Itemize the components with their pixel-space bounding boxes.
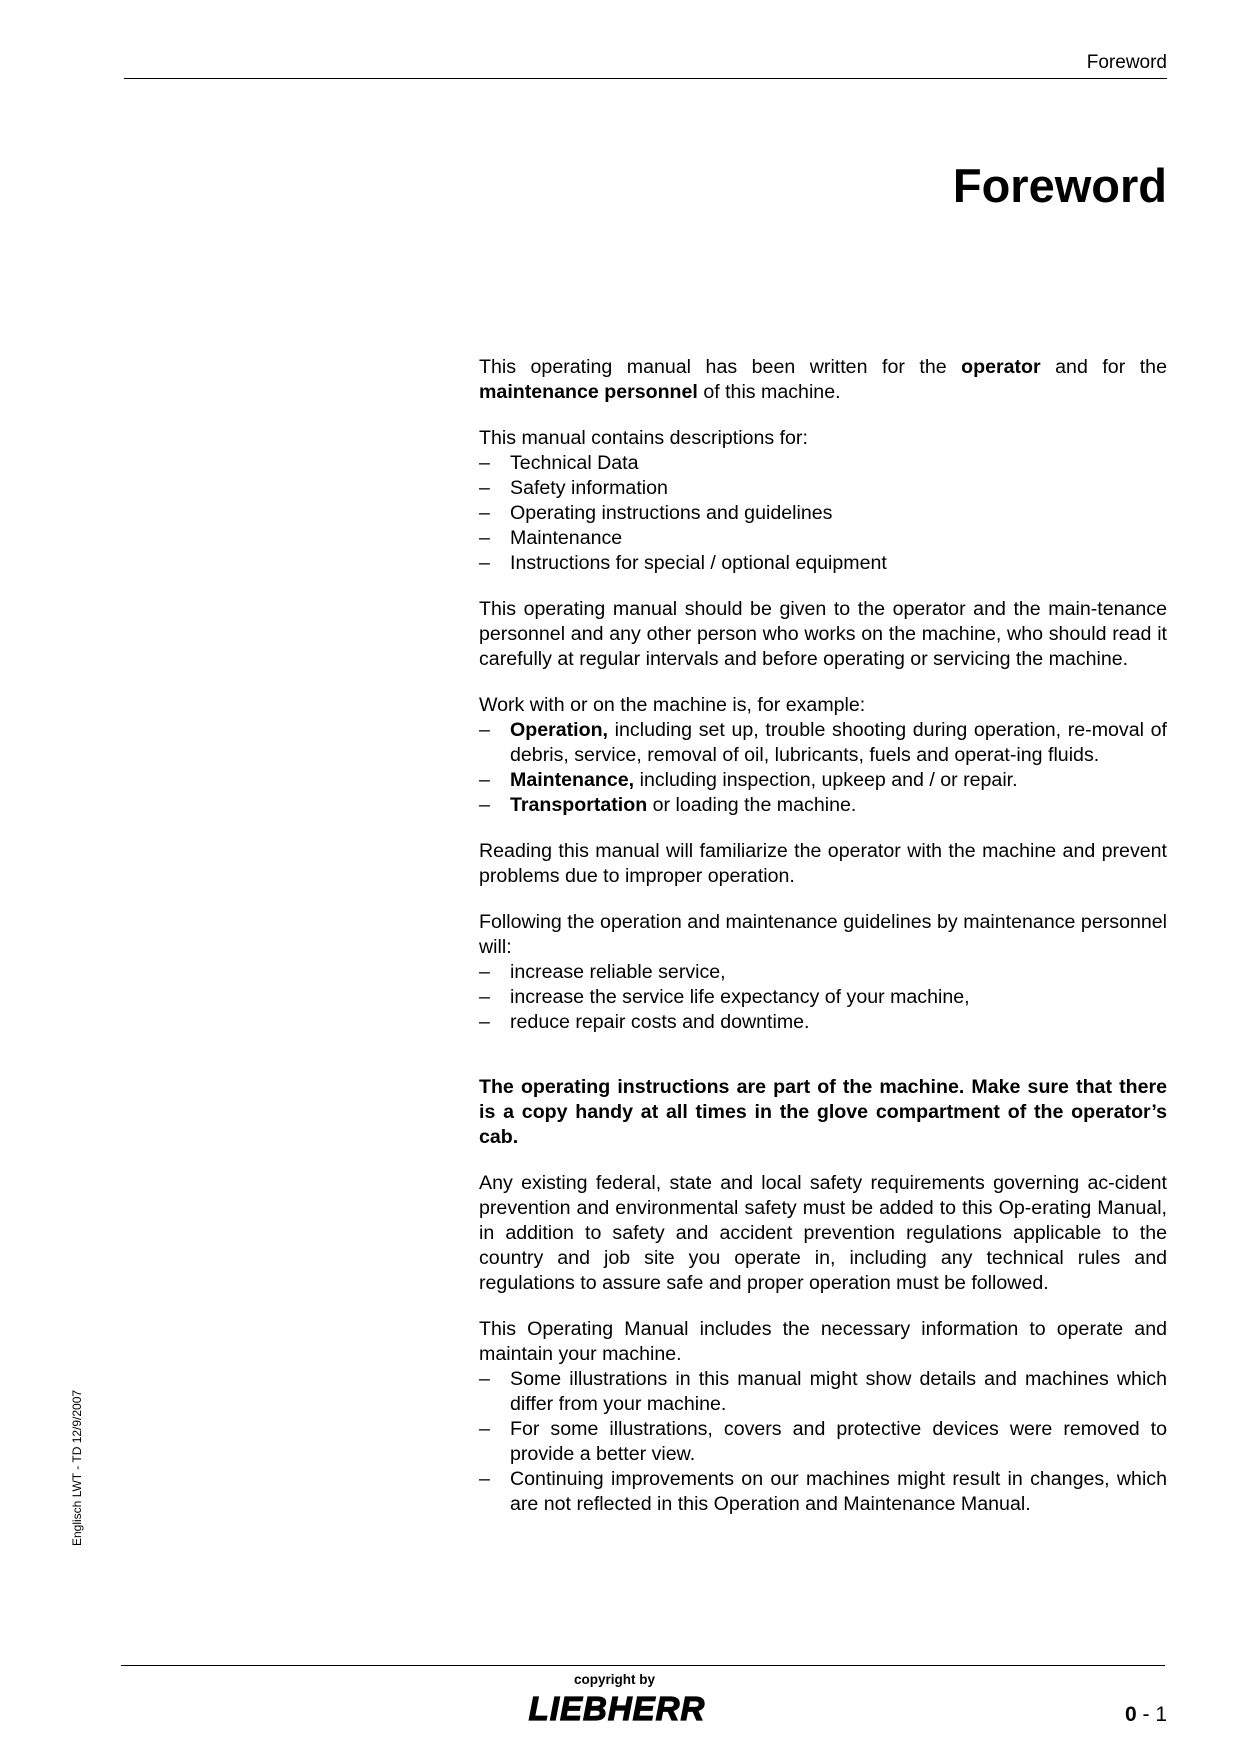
liebherr-logo-text: LIEBHERR [528, 1690, 706, 1726]
list-item: – Operating instructions and guidelines [479, 501, 1167, 526]
page-num: 1 [1155, 1703, 1167, 1726]
intro-text-1: This operating manual has been written for the [479, 356, 962, 378]
intro-bold-operator: operator [961, 356, 1041, 378]
following-lead: Following the operation and maintenance guidelines by maintenance personnel will: [479, 911, 1167, 958]
copyright-label: copyright by [574, 1672, 656, 1687]
work-list [479, 718, 1167, 818]
page-title: Foreword [952, 159, 1167, 212]
list-item: – Continuing improvements on our machines might result in changes, which are not reflected in this Operation and Maintenance Manual. [479, 1467, 1167, 1517]
list-item-bold: Maintenance, [510, 769, 635, 791]
running-header: Foreword [1086, 52, 1167, 73]
list-item: – Maintenance [479, 526, 1167, 551]
work-lead: Work with or on the machine is, for example: [479, 694, 866, 716]
list-item [479, 718, 1167, 768]
reading-paragraph: Reading this manual will familiarize the operator with the machine and prevent problems due to improper operation. [479, 840, 1167, 887]
includes-list [479, 1367, 1167, 1517]
list-item: – increase the service life expectancy of your machine, [479, 985, 1167, 1010]
liebherr-logo [512, 1690, 722, 1731]
page-separator: - [1136, 1703, 1156, 1726]
footer-rule [121, 1665, 1165, 1666]
intro-paragraph [479, 355, 1167, 405]
following-list [479, 960, 1167, 1035]
list-item: – Safety information [479, 476, 1167, 501]
foreword-body [479, 355, 1167, 1538]
spacer [479, 1056, 1167, 1075]
page-number [1125, 1703, 1167, 1727]
list-item: – increase reliable service, [479, 960, 1167, 985]
part-of-machine-notice: The operating instructions are part of the machine. Make sure that there is a copy handy at all times in the glove compartment of the operator’s cab. [479, 1076, 1167, 1148]
list-item-text: including inspection, upkeep and / or repair. [634, 769, 1018, 791]
intro-bold-maintenance: maintenance personnel [479, 381, 698, 403]
intro-text-2: and for the [1040, 356, 1167, 378]
list-item: – Some illustrations in this manual might show details and machines which differ from your machine. [479, 1367, 1167, 1417]
list-item: – Technical Data [479, 451, 1167, 476]
header-rule [124, 78, 1167, 79]
federal-paragraph: Any existing federal, state and local safety requirements governing ac-cident prevention and environmental safety must be added to this Op-erating Manual, in addition to safety and accident prevention regulations applicable to the country and job site you operate in, including any technical rules and regulations to assure safe and proper operation must be followed. [479, 1172, 1167, 1294]
contains-list [479, 451, 1167, 576]
list-item: – reduce repair costs and downtime. [479, 1010, 1167, 1035]
contains-lead: This manual contains descriptions for: [479, 427, 808, 449]
list-item-text: or loading the machine. [647, 794, 857, 816]
page-chapter: 0 [1124, 1703, 1137, 1726]
document-version-note: Englisch LWT - TD 12/9/2007 [70, 1389, 84, 1546]
list-item-bold: Transportation [510, 794, 648, 816]
list-item [479, 793, 1167, 818]
list-item: – Instructions for special / optional equipment [479, 551, 1167, 576]
list-item [479, 768, 1167, 793]
intro-text-3: of this machine. [697, 381, 841, 403]
list-item: – For some illustrations, covers and protective devices were removed to provide a better view. [479, 1417, 1167, 1467]
includes-lead: This Operating Manual includes the necessary information to operate and maintain your machine. [479, 1318, 1167, 1365]
list-item-bold: Operation, [510, 719, 608, 741]
given-paragraph: This operating manual should be given to the operator and the main-tenance personnel and any other person who works on the machine, who should read it carefully at regular intervals and before operating or servicing the machine. [479, 598, 1167, 670]
liebherr-logo-icon [512, 1690, 722, 1726]
list-item-text: including set up, trouble shooting during operation, re-moval of debris, service, removal of oil, lubricants, fuels and operat-ing fluids. [510, 719, 1167, 766]
